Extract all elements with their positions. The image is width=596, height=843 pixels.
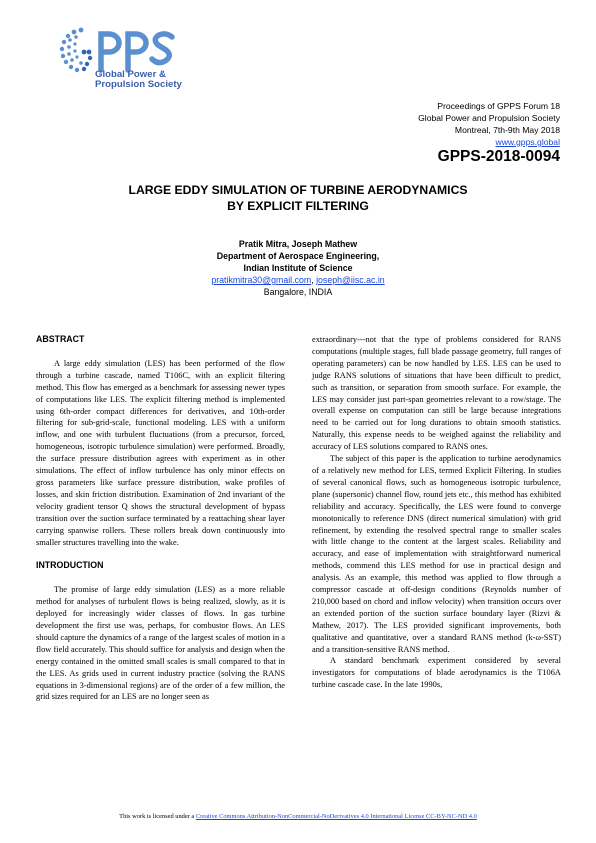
email-separator: , bbox=[311, 275, 317, 285]
proceedings-line-2: Global Power and Propulsion Society bbox=[418, 113, 560, 123]
author-department: Department of Aerospace Engineering, bbox=[216, 251, 380, 261]
author-location: Bangalore, INDIA bbox=[263, 287, 333, 297]
abstract-heading: ABSTRACT bbox=[36, 334, 85, 344]
email-link-1[interactable]: pratikmitra30@gmail.com bbox=[211, 275, 312, 285]
author-institution: Indian Institute of Science bbox=[243, 263, 353, 273]
right-paragraph-2: The subject of this paper is the application to turbine aerodynamics of a relatively new method for LES, termed Explicit Filtering. In studies of several canonical flows, such as homogeneous isotropic turbulence, plane (supersonic) channel flow, round jets etc., this method has exhibited reliability and accuracy. Specifically, the LES were found to converge monotonically to reference DNS (direct numerical simulation) with grid refinement, by extending the resolved spectral range to smaller scales with little change to the content at the largest scales. Reliability and accuracy, and ease of implementation with straightforward numerical methods, commend this LES method for use in practical design and analysis. As an example, this method was applied to flow through a compressor cascade at off-design conditions (Reynolds number of 210,000 based on chord and inflow velocity) when transition occurs over an extended portion of the suction surface boundary layer (Rizvi & Mathew, 2017). The LES provided significant improvements, both qualitative and quantitative, over a standard RANS method (k-ω-SST) and a transition-sensitive RANS method. bbox=[312, 454, 561, 654]
introduction-text: The promise of large eddy simulation (LES) as a more reliable method for analyses of turbulent flows is being realized, slowly, as it is deployed for increasingly wider classes of flows. In gas turbine development the first use was, perhaps, for combustor flows. An LES should capture the dynamics of a range of the largest scales of motion in a flow field accurately. This should suffice for analysis and design when the energy contained in the omitted small scales is small compared to that in the LES. As grids used in current industry practice (solving the RANS equations in 3-dimensional regions) are of the order of a few million, the grid sizes required for an LES are no longer seen as bbox=[36, 585, 285, 702]
author-names: Pratik Mitra, Joseph Mathew bbox=[238, 239, 358, 249]
abstract-text: A large eddy simulation (LES) has been performed of the flow through a turbine cascade, named T106C, with an explicit filtering method. This flow has emerged as a benchmark for assessing newer types of computations like LES. The explicit filtering method is implemented using 6th-order compact differences for derivatives, and 10th-order filtering for sub-grid-scale, functional modeling. LES with a uniform inflow, and one with turbulent fluctuations (from a precursor, forced, homogeneous, isotropic turbulence simulation) were performed. Broadly, the surface pressure distribution agrees with experiment as in other simulations. The effect of inflow turbulence has only minor effects on gross parameters like surface pressure distribution, wake profiles of losses, and skin friction distribution. Examination of 2nd invariant of the velocity gradient tensor Q shows the structural development of bypass transition over the suction surface terminated by a reattaching shear layer carrying spanwise rollers. These rollers break down continuously into smaller structures travelling into the wake. bbox=[36, 358, 285, 547]
proceedings-line-1: Proceedings of GPPS Forum 18 bbox=[437, 101, 560, 111]
title-line-2: BY EXPLICIT FILTERING bbox=[227, 199, 369, 213]
paper-title bbox=[0, 182, 596, 214]
paper-id: GPPS-2018-0094 bbox=[437, 148, 560, 165]
email-link-2[interactable]: joseph@iisc.ac.in bbox=[316, 275, 385, 285]
logo-line-2: Propulsion Society bbox=[95, 79, 182, 90]
right-column bbox=[312, 334, 561, 691]
license-link[interactable]: Creative Commons Attribution-NonCommercial-NoDerivatives 4.0 International License CC-BY-NC-ND 4.0 bbox=[195, 813, 477, 820]
gpps-logo-text bbox=[95, 70, 182, 90]
logo-line-1: Global Power & bbox=[95, 69, 166, 80]
introduction-heading: INTRODUCTION bbox=[36, 560, 104, 571]
left-column bbox=[36, 334, 285, 703]
right-paragraph-1: extraordinary---not that the type of problems considered for RANS computations (multiple stages, full blade passage geometry, full ranges of operating parameters) can be now handled by LES. LES can be used to judge RANS solutions of situations that have been difficult to predict, such as transition, or separation from smooth surface. For example, the LES may consider just part-span geometries relevant to a row/stage. The overall expense on computation can still be large because integrations need to be carried out for long durations to obtain smooth statistics. Naturally, this expense needs to be weighed against the reliability and accuracy of LES solutions compared to RANS ones. bbox=[312, 335, 561, 452]
license-footer bbox=[0, 813, 596, 820]
author-block bbox=[0, 238, 596, 298]
gpps-website-link[interactable]: www.gpps.global bbox=[495, 137, 560, 147]
author-emails bbox=[0, 274, 596, 286]
license-prefix: This work is licensed under a bbox=[119, 813, 196, 820]
right-paragraph-3: A standard benchmark experiment considered by several investigators for computations of blade aerodynamics is the T106A turbine cascade case. In the late 1990s, bbox=[312, 656, 561, 690]
proceedings-line-3: Montreal, 7th-9th May 2018 bbox=[454, 125, 560, 135]
proceedings-info bbox=[418, 100, 560, 148]
title-line-1: LARGE EDDY SIMULATION OF TURBINE AERODYNAMICS bbox=[128, 183, 468, 197]
